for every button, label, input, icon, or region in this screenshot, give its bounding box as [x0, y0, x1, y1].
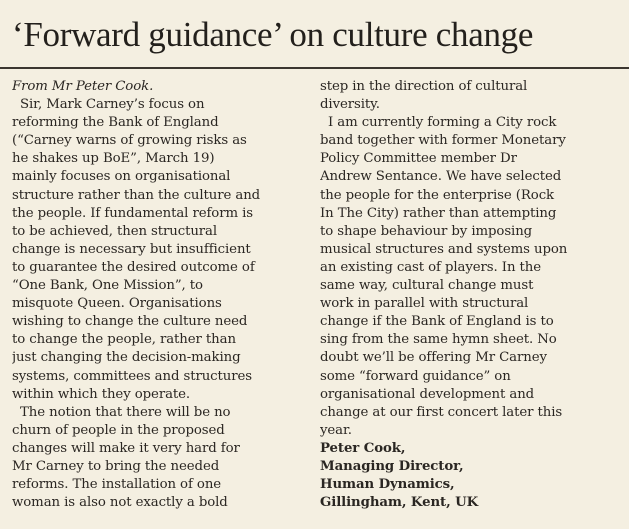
- text-line: musical structures and systems upon: [320, 241, 568, 257]
- text-line: The notion that there will be no: [20, 404, 231, 420]
- byline: From Mr Peter Cook.: [12, 79, 154, 94]
- text-line: change is necessary but insufficient: [12, 241, 251, 257]
- text-line: organisational development and: [320, 386, 535, 402]
- text-line: reforms. The installation of one: [12, 477, 222, 493]
- text-line: some “forward guidance” on: [320, 368, 511, 384]
- text-line: changes will make it very hard for: [12, 440, 240, 456]
- text-line: “One Bank, One Mission”, to: [12, 278, 203, 294]
- signature-title: Managing Director,: [320, 458, 464, 474]
- signature-location: Gillingham, Kent, UK: [320, 495, 479, 511]
- signature-company: Human Dynamics,: [320, 477, 455, 493]
- headline-rule: [0, 67, 629, 69]
- text-line: reforming the Bank of England: [12, 115, 219, 131]
- signature-name: Peter Cook,: [320, 440, 406, 456]
- text-line: work in parallel with structural: [320, 296, 529, 312]
- text-line: the people. If fundamental reform is: [12, 205, 253, 221]
- text-line: he shakes up BoE”, March 19): [12, 151, 215, 167]
- text-line: I am currently forming a City rock: [328, 115, 557, 131]
- text-line: to shape behaviour by imposing: [320, 223, 533, 239]
- text-line: (“Carney warns of growing risks as: [12, 133, 247, 149]
- text-line: Sir, Mark Carney’s focus on: [20, 97, 205, 113]
- text-line: step in the direction of cultural: [320, 79, 528, 94]
- text-line: sing from the same hymn sheet. No: [320, 332, 557, 348]
- text-line: systems, committees and structures: [12, 368, 252, 384]
- text-line: diversity.: [320, 97, 380, 113]
- text-line: mainly focuses on organisational: [12, 169, 231, 185]
- headline: ‘Forward guidance’ on culture change: [12, 15, 534, 54]
- text-line: year.: [320, 422, 352, 438]
- text-line: misquote Queen. Organisations: [12, 296, 222, 312]
- text-line: same way, cultural change must: [320, 278, 534, 294]
- text-line: just changing the decision-making: [12, 350, 241, 366]
- text-line: the people for the enterprise (Rock: [320, 187, 555, 203]
- right-column: [320, 78, 616, 512]
- text-line: In The City) rather than attempting: [320, 205, 557, 221]
- text-line: wishing to change the culture need: [12, 314, 248, 330]
- text-line: churn of people in the proposed: [12, 422, 225, 438]
- text-line: within which they operate.: [12, 386, 191, 402]
- text-line: change if the Bank of England is to: [320, 314, 554, 330]
- text-line: to be achieved, then structural: [12, 223, 218, 239]
- text-line: an existing cast of players. In the: [320, 259, 542, 275]
- text-line: Policy Committee member Dr: [320, 151, 517, 167]
- text-line: woman is also not exactly a bold: [12, 495, 228, 511]
- left-column: [12, 78, 308, 512]
- text-line: to change the people, rather than: [12, 332, 236, 348]
- text-line: Mr Carney to bring the needed: [12, 458, 220, 474]
- text-line: change at our first concert later this: [320, 404, 563, 420]
- text-line: doubt we’ll be offering Mr Carney: [320, 350, 547, 366]
- text-line: to guarantee the desired outcome of: [12, 259, 255, 275]
- text-line: structure rather than the culture and: [12, 187, 261, 203]
- text-line: Andrew Sentance. We have selected: [320, 169, 562, 185]
- text-line: band together with former Monetary: [320, 133, 566, 149]
